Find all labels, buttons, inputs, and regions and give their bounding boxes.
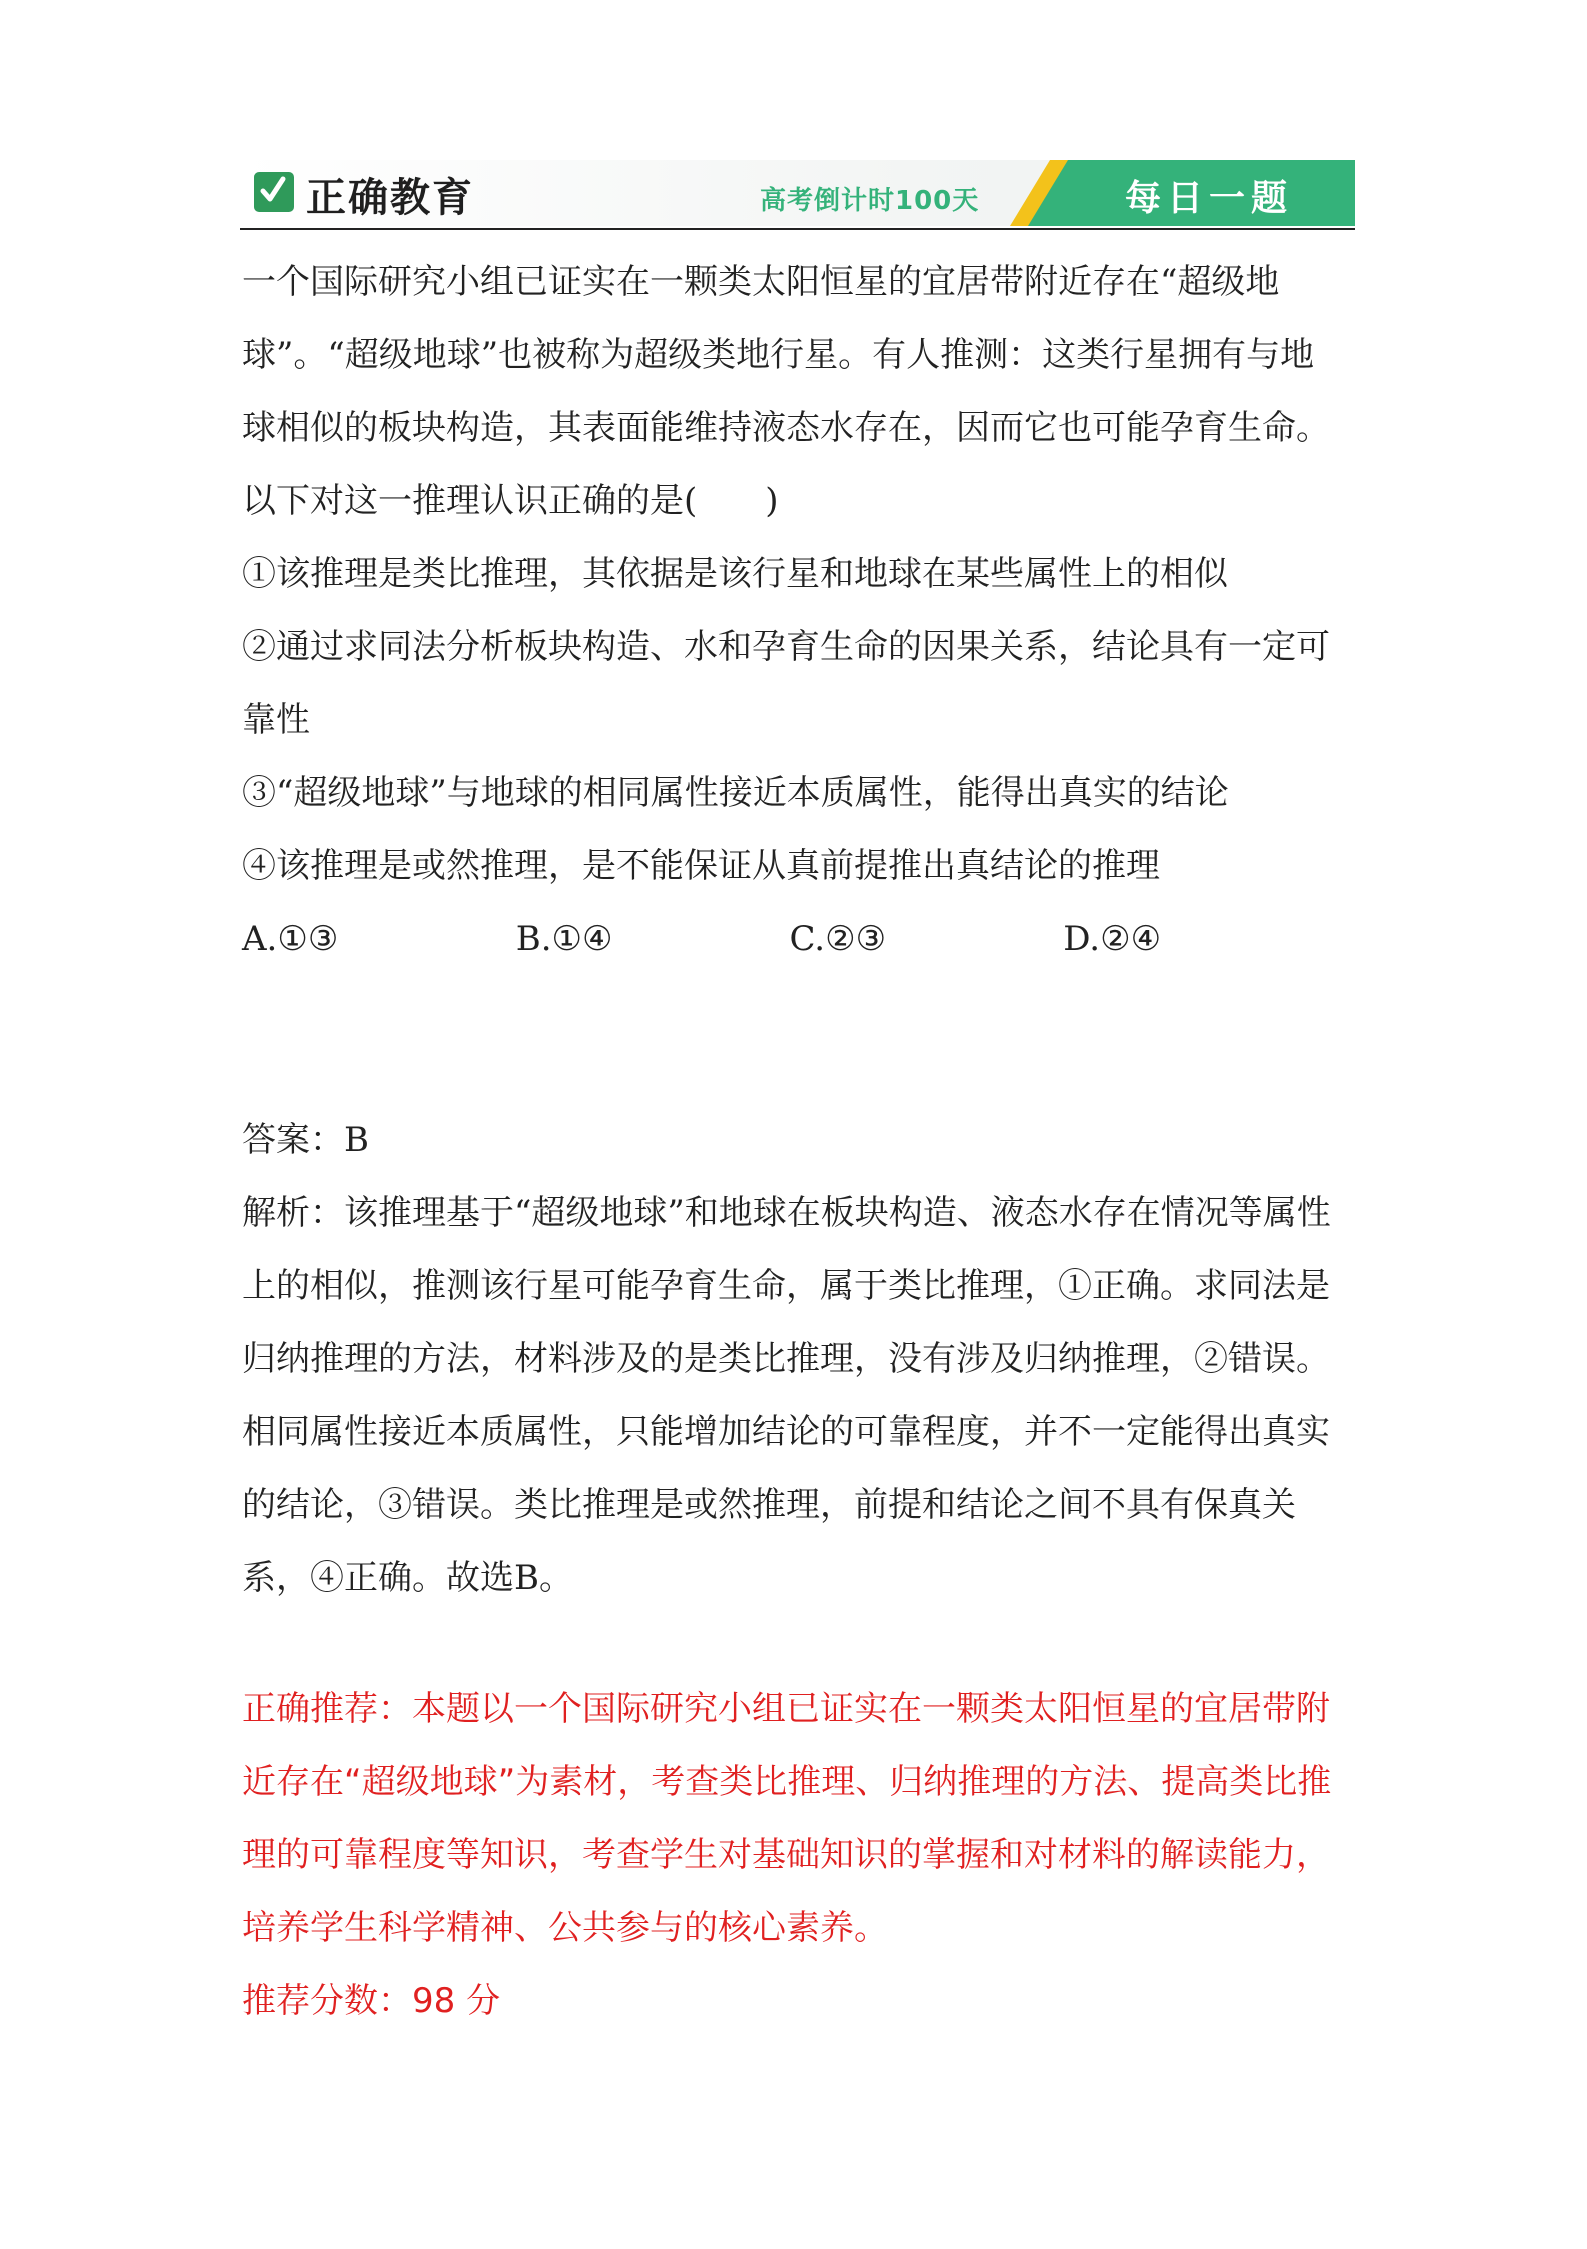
daily-question-label: 每日一题: [1125, 178, 1294, 219]
question-stem: 一个国际研究小组已证实在一颗类太阳恒星的宜居带附近存在“超级地球”。“超级地球”也被称为超级类地行星。有人推测：这类行星拥有与地球相似的板块构造，其表面能维持液态水存在，因而它也可能孕育生命。以下对这一推理认识正确的是( ): [242, 262, 1330, 521]
recommendation-text: 正确推荐：本题以一个国际研究小组已证实在一颗类太阳恒星的宜居带附近存在“超级地球”为素材，考查类比推理、归纳推理的方法、提高类比推理的可靠程度等知识，考查学生对基础知识的掌握和对材料的解读能力，培养学生科学精神、公共参与的核心素养。: [242, 1689, 1332, 1948]
recommendation-score: 推荐分数：98 分: [242, 1981, 501, 2021]
statement-1: ①该推理是类比推理，其依据是该行星和地球在某些属性上的相似: [242, 554, 1228, 594]
document-body: [242, 246, 1337, 2038]
check-logo-icon: [254, 172, 294, 212]
analysis-text: 解析：该推理基于“超级地球”和地球在板块构造、液态水存在情况等属性上的相似，推测该行星可能孕育生命，属于类比推理，①正确。求同法是归纳推理的方法，材料涉及的是类比推理，没有涉及归纳推理，②错误。相同属性接近本质属性，只能增加结论的可靠程度，并不一定能得出真实的结论，③错误。类比推理是或然推理，前提和结论之间不具有保真关系，④正确。故选B。: [242, 1193, 1331, 1598]
page-header: [240, 160, 1355, 230]
option-b: B.①④: [515, 919, 613, 959]
countdown-label: 高考倒计时100天: [760, 186, 980, 216]
brand-name: 正确教育: [306, 175, 474, 221]
statement-4: ④该推理是或然推理，是不能保证从真前提推出真结论的推理: [242, 846, 1160, 886]
answer-line: 答案：B: [242, 1120, 369, 1160]
statement-3: ③“超级地球”与地球的相同属性接近本质属性，能得出真实的结论: [242, 773, 1229, 813]
answer-options: [242, 903, 1337, 976]
option-d: D.②④: [1063, 919, 1162, 959]
option-a: A.①③: [242, 919, 339, 959]
statement-2: ②通过求同法分析板块构造、水和孕育生命的因果关系，结论具有一定可靠性: [242, 627, 1330, 740]
option-c: C.②③: [789, 919, 887, 959]
